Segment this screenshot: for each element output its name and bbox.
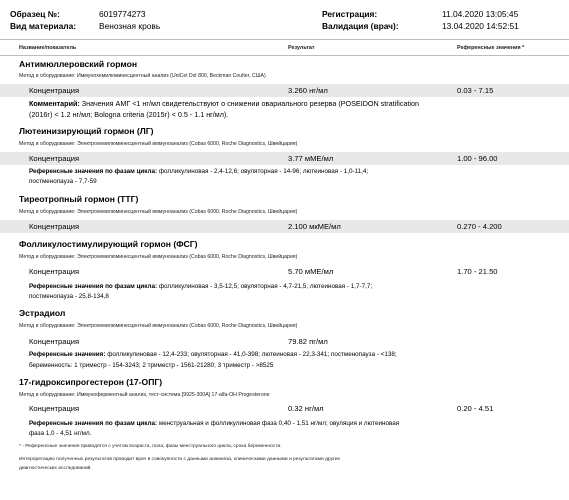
validation-label: Валидация (врач):	[322, 21, 399, 31]
result-row	[0, 335, 569, 348]
material-type-label: Вид материала:	[10, 21, 77, 31]
reference-note-line-2: фаза 1,0 - 4,51 нг/мл.	[29, 430, 92, 437]
reference-note	[29, 350, 567, 359]
reference-note-line-2: беременность: 1 триместр - 154-3243; 2 триместр - 1561-21280; 3 триместр - >8525	[29, 362, 274, 369]
validation-value: 13.04.2020 14:52:51	[442, 21, 519, 31]
sample-number-value: 6019774273	[99, 9, 146, 19]
reference-note-label: Референсные значения по фазам цикла:	[29, 168, 158, 175]
column-name-header: Название/показатель	[19, 45, 77, 51]
reference-range: 0.03 - 7.15	[457, 86, 494, 95]
result-name: Концентрация	[29, 86, 80, 95]
result-row	[0, 220, 569, 233]
result-name: Концентрация	[29, 154, 80, 163]
reference-note	[29, 167, 567, 176]
column-headers	[0, 45, 569, 55]
comment-label: Комментарий:	[29, 99, 80, 108]
result-row	[0, 402, 569, 415]
reference-range: 1.70 - 21.50	[457, 267, 498, 276]
report-header	[10, 9, 565, 35]
section-title: Эстрадиол	[19, 308, 66, 318]
reference-note-text: фолликулиновая - 12,4-233; овуляторная - 41,0-398; лютеиновая - 22,3-341; постменопауза - <138;	[105, 351, 397, 358]
comment-line-2: (2016г) < 1.2 нг/мл; Bologna criteria (2015г) < 0.5 - 1.1 нг/мл).	[29, 110, 229, 119]
section-title: 17-гидроксипрогестерон (17-ОПГ)	[19, 377, 163, 387]
section-title: Тиреотропный гормон (ТТГ)	[19, 194, 139, 204]
reference-note-label: Референсные значения по фазам цикла:	[29, 420, 158, 427]
reference-range: 1.00 - 96.00	[457, 154, 498, 163]
section-title: Фолликулостимулирующий гормон (ФСГ)	[19, 239, 198, 249]
reference-note-line-2: постменопауза - 25,8-134,8	[29, 293, 109, 300]
reference-note-text: фолликулиновая - 2,4-12,6; овуляторная - 14-96; лютеиновая - 1,0-11,4;	[157, 168, 369, 175]
reference-note-text: фолликулиновая - 3,5-12,5; овуляторная - 4,7-21,5; лютеиновая - 1,7-7,7;	[157, 283, 373, 290]
reference-note-text: менструальная и фолликулиновая фаза 0,40 - 1,51 нг/мл; овуляция и лютеиновая	[157, 420, 400, 427]
sample-number-label: Образец №:	[10, 9, 60, 19]
column-result-header: Результат	[288, 45, 315, 51]
footnote-reference: * - Референсные значения приводятся с учетом возраста, пола, фазы менструального цикла, срока беременности.	[19, 444, 282, 449]
section-method: Метод и оборудование: Электрохемилюминесцентный иммуноанализ (Cobas 6000, Roche Diagnostics, Швейцария)	[19, 209, 298, 215]
footnote-interpretation: Интерпретацию полученных результатов проводит врач в совокупности с данными анамнеза, клиническими данными и результатами других	[19, 457, 340, 462]
result-row	[0, 152, 569, 165]
footnote-interpretation-line-2: диагностических исследований.	[19, 466, 92, 471]
section-method: Метод и оборудование: Электрохемилюминесцентный иммуноанализ (Cobas 6000, Roche Diagnostics, Швейцария)	[19, 254, 298, 260]
section-method: Метод и оборудование: Электрохемилюминесцентный иммуноанализ (Cobas 6000, Roche Diagnostics, Швейцария)	[19, 323, 298, 329]
section-title: Антимюллеровский гормон	[19, 59, 138, 69]
result-value: 3.77 мМЕ/мл	[288, 154, 334, 163]
result-value: 2.100 мкМЕ/мл	[288, 222, 341, 231]
column-header-divider	[0, 55, 569, 56]
section-method: Метод и оборудование: Иммуноферментный анализ, тест-система [9925-300A] 17-alfa-OH Progesterone	[19, 392, 270, 398]
header-divider	[0, 39, 569, 40]
reference-range: 0.20 - 4.51	[457, 404, 494, 413]
reference-note	[29, 419, 567, 428]
result-value: 5.70 мМЕ/мл	[288, 267, 334, 276]
column-reference-header: Референсные значения *	[457, 45, 525, 51]
section-title: Лютеинизирующий гормон (ЛГ)	[19, 126, 154, 136]
reference-note-line-2: постменопауза - 7,7-59	[29, 178, 97, 185]
result-value: 3.260 нг/мл	[288, 86, 328, 95]
comment-line	[29, 99, 567, 109]
result-name: Концентрация	[29, 222, 80, 231]
reference-note	[29, 282, 567, 291]
result-row	[0, 265, 569, 278]
comment-text: Значения АМГ <1 нг/мл свидетельствуют о снижении овариального резерва (POSEIDON stratification	[79, 99, 420, 108]
result-value: 0.32 нг/мл	[288, 404, 324, 413]
registration-label: Регистрация:	[322, 9, 378, 19]
registration-value: 11.04.2020 13:05:45	[442, 9, 519, 19]
result-row	[0, 84, 569, 97]
result-name: Концентрация	[29, 404, 80, 413]
reference-note-label: Референсные значения:	[29, 351, 106, 358]
section-method: Метод и оборудование: Электрохемилюминесцентный иммуноанализ (Cobas 6000, Roche Diagnostics, Швейцария)	[19, 141, 298, 147]
result-name: Концентрация	[29, 337, 80, 346]
material-type-value: Венозная кровь	[99, 21, 161, 31]
reference-note-label: Референсные значения по фазам цикла:	[29, 283, 158, 290]
section-method: Метод и оборудование: Иммунохемилюминесцентный анализ (UniCel DxI 800, Beckman Coulter, США)	[19, 73, 266, 79]
reference-range: 0.270 - 4.200	[457, 222, 502, 231]
result-name: Концентрация	[29, 267, 80, 276]
result-value: 79.82 пг/мл	[288, 337, 328, 346]
